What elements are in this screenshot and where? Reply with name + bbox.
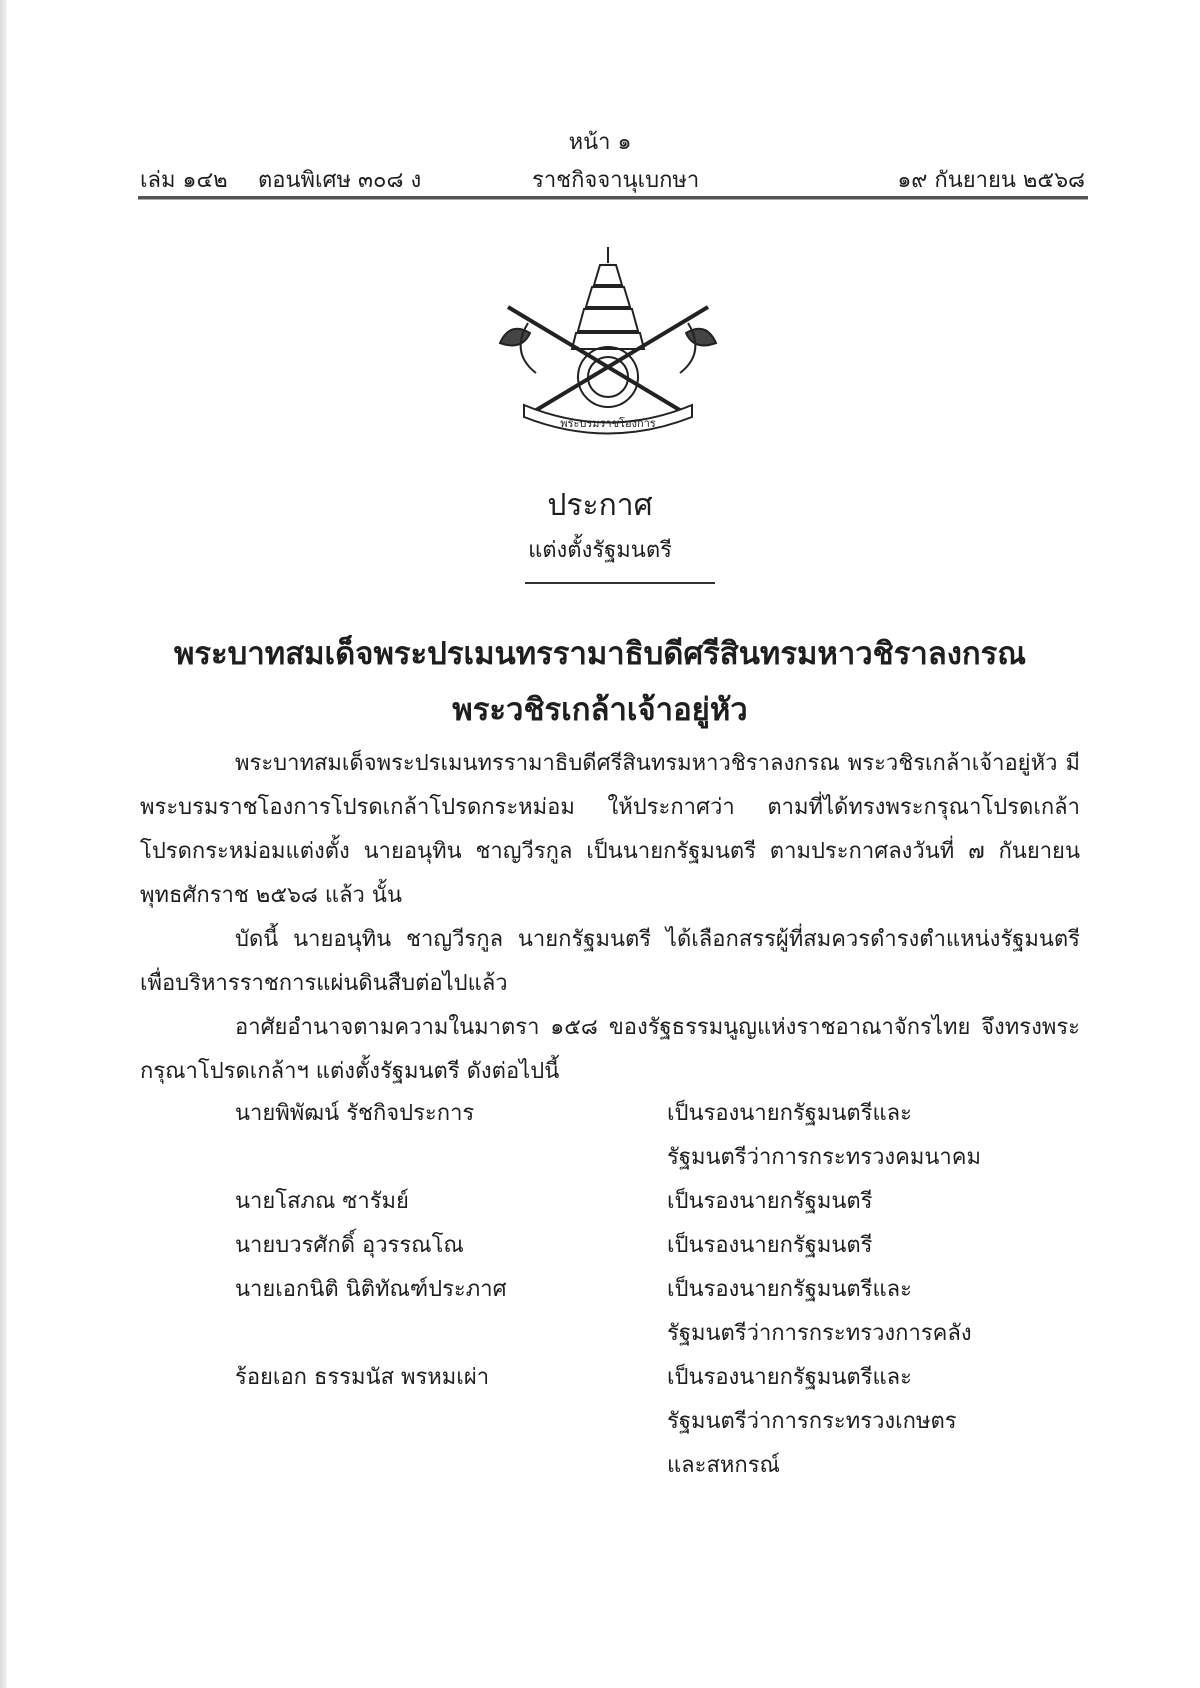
appointment-row [235, 1092, 1085, 1180]
appointee-position: เป็นรองนายกรัฐมนตรี [667, 1233, 873, 1258]
title-rule [525, 582, 715, 584]
appointee-position: รัฐมนตรีว่าการกระทรวงการคลัง [667, 1321, 972, 1346]
appointment-row [235, 1224, 1085, 1268]
paragraph-2: บัดนี้ นายอนุทิน ชาญวีรกูล นายกรัฐมนตรี ได้เลือกสรรผู้ที่สมควรดำรงตำแหน่งรัฐมนตรี เพื่อบริหารราชการแผ่นดินสืบต่อไปแล้ว [140, 927, 1080, 996]
appointee-name: นายโสภณ ซารัมย์ [235, 1189, 409, 1214]
page-number: หน้า ๑ [568, 130, 632, 155]
paragraph-3: อาศัยอำนาจตามความในมาตรา ๑๕๘ ของรัฐธรรมนูญแห่งราชอาณาจักรไทย จึงทรงพระกรุณาโปรดเกล้าฯ แต่งตั้งรัฐมนตรี ดังต่อไปนี้ [140, 1015, 1080, 1084]
royal-title-line2: พระวชิรเกล้าเจ้าอยู่หัว [452, 692, 748, 728]
publication-name: ราชกิจจานุเบกษา [532, 168, 700, 193]
publication-date: ๑๙ กันยายน ๒๕๖๘ [897, 168, 1085, 193]
appointment-row [235, 1180, 1085, 1224]
appointee-name: นายพิพัฒน์ รัชกิจประการ [235, 1101, 475, 1126]
appointment-row [235, 1356, 1085, 1488]
gazette-header [140, 162, 1085, 194]
appointee-position: เป็นรองนายกรัฐมนตรีและ [667, 1101, 912, 1126]
appointee-name: นายบวรศักดิ์ อุวรรณโณ [235, 1233, 464, 1258]
seal-text: พระบรมราชโองการ [560, 417, 656, 430]
appointee-name: ร้อยเอก ธรรมนัส พรหมเผ่า [235, 1365, 490, 1390]
royal-title-line1: พระบาทสมเด็จพระปรเมนทรรามาธิบดีศรีสินทรมหาวชิราลงกรณ [173, 636, 1027, 672]
issue: ตอนพิเศษ ๓๐๘ ง [258, 168, 422, 193]
appointee-position: และสหกรณ์ [667, 1453, 780, 1478]
appointment-row [235, 1268, 1085, 1356]
announcement-heading: ประกาศ [547, 488, 653, 523]
appointment-list [235, 1092, 1085, 1488]
appointee-position: เป็นรองนายกรัฐมนตรี [667, 1189, 873, 1214]
announcement-subject: แต่งตั้งรัฐมนตรี [528, 538, 672, 563]
appointee-position: เป็นรองนายกรัฐมนตรีและ [667, 1277, 912, 1302]
body-text [140, 742, 1080, 1094]
paragraph-1: พระบาทสมเด็จพระปรเมนทรรามาธิบดีศรีสินทรมหาวชิราลงกรณ พระวชิรเกล้าเจ้าอยู่หัว มีพระบรมราชโองการโปรดเกล้าโปรดกระหม่อม ให้ประกาศว่า ตามที่ได้ทรงพระกรุณาโปรดเกล้าโปรดกระหม่อมแต่งตั้ง นายอนุทิน ชาญวีรกูล เป็นนายกรัฐมนตรี ตามประกาศลงวันที่ ๗ กันยายน พุทธศักราช ๒๕๖๘ แล้ว นั้น [140, 751, 1080, 908]
appointee-position: เป็นรองนายกรัฐมนตรีและ [667, 1365, 912, 1390]
royal-emblem-icon [488, 245, 728, 445]
page-edge [0, 0, 7, 1688]
appointee-name: นายเอกนิติ นิติทัณฑ์ประภาศ [235, 1277, 507, 1302]
volume: เล่ม ๑๔๒ [140, 168, 228, 193]
appointee-position: รัฐมนตรีว่าการกระทรวงเกษตร [667, 1409, 957, 1434]
header-rule [138, 196, 1088, 200]
appointee-position: รัฐมนตรีว่าการกระทรวงคมนาคม [667, 1145, 981, 1170]
